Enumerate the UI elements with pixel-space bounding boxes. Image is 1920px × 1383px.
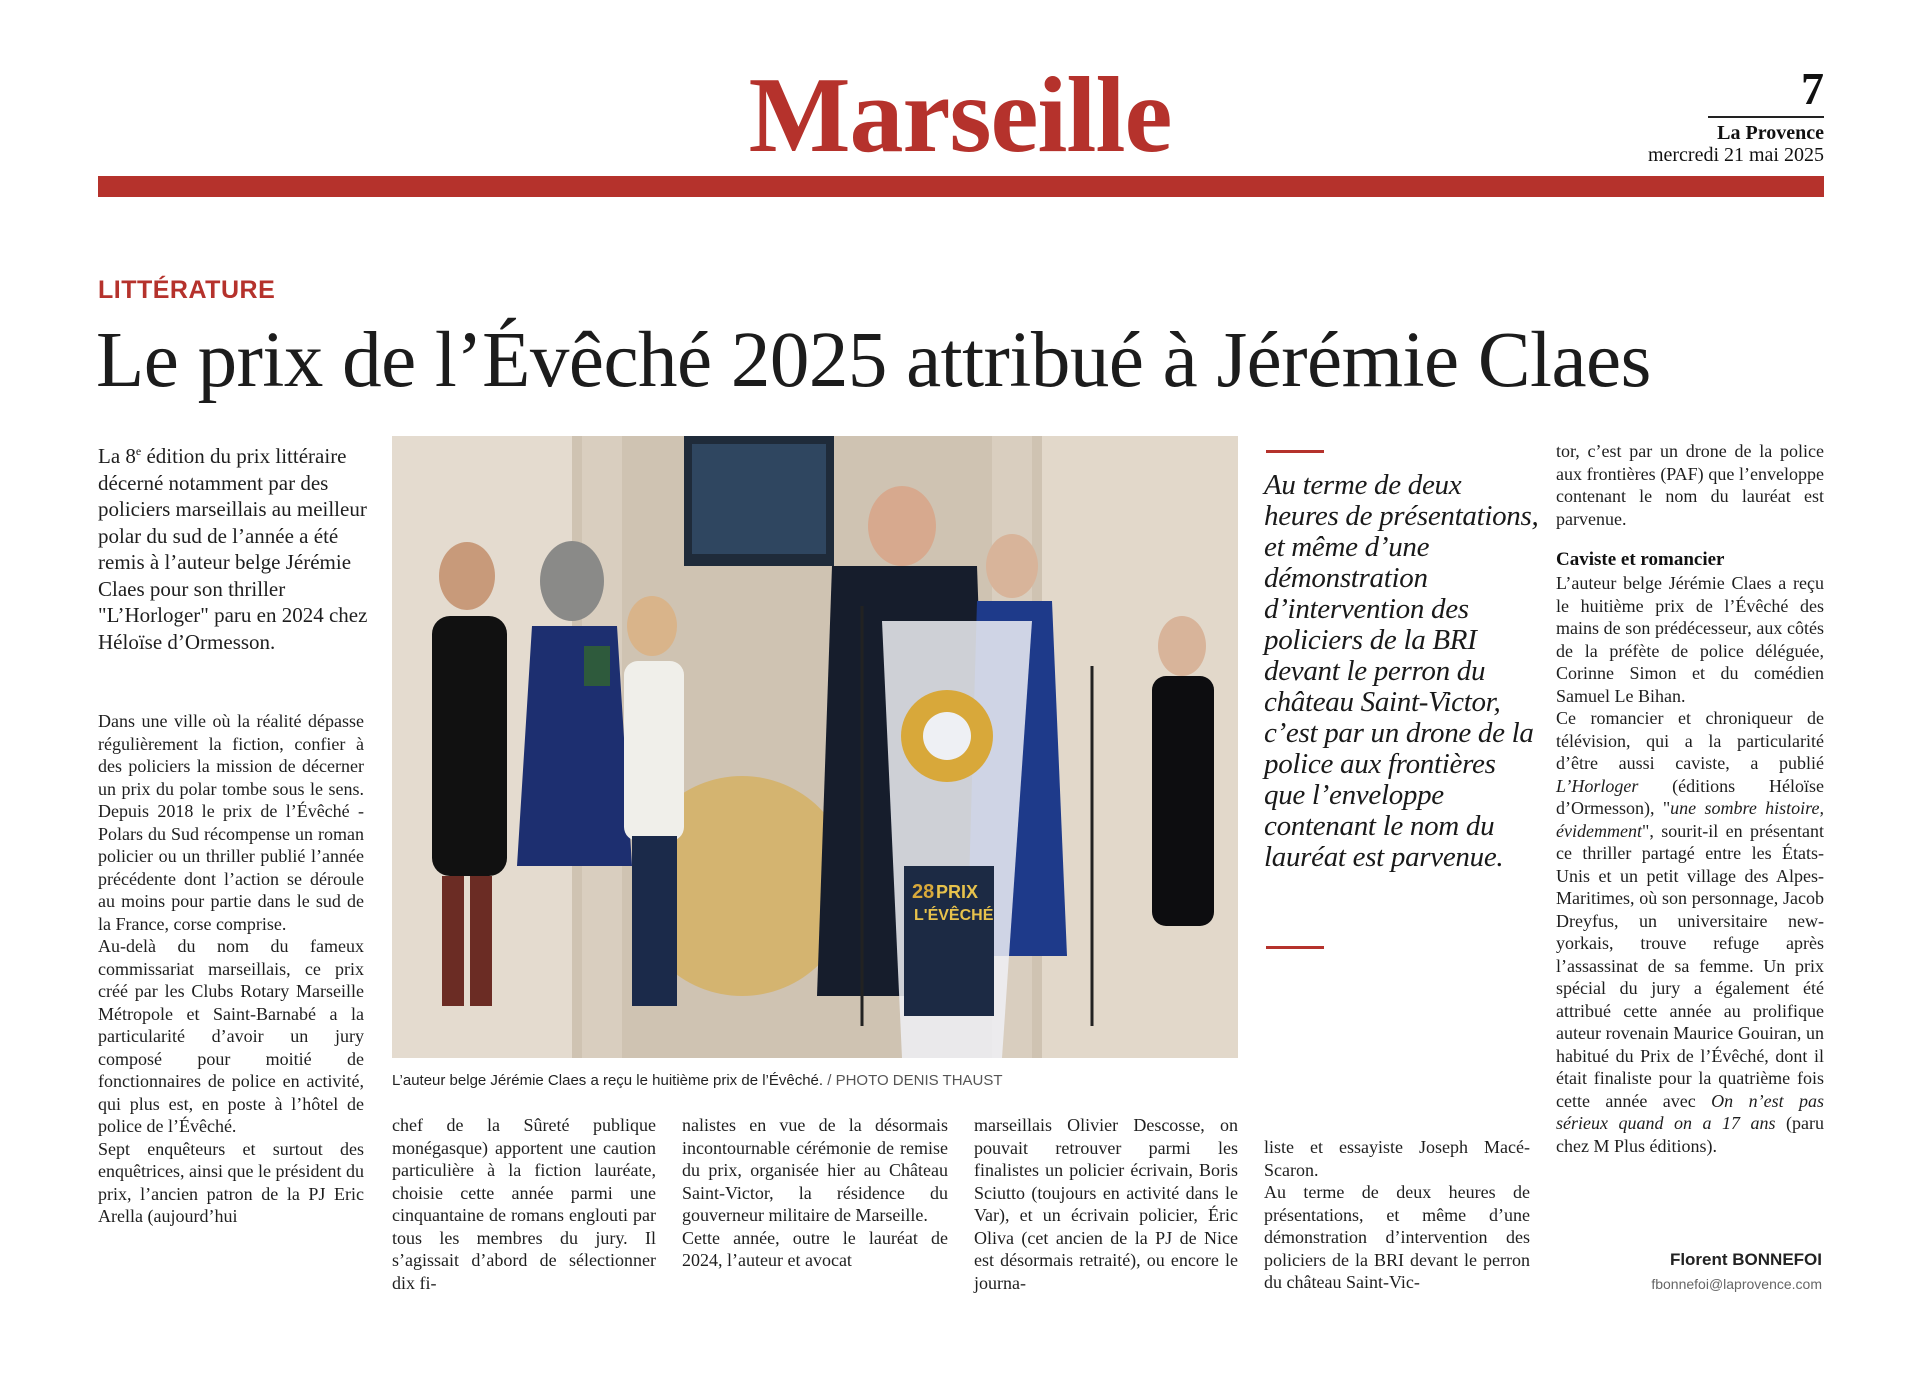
masthead-rule: [98, 176, 1824, 197]
article-byline: Florent BONNEFOI: [1669, 1250, 1822, 1269]
poster-text: L'ÉVÊCHÉ: [914, 907, 994, 924]
photo-caption: [392, 1072, 1238, 1089]
poster-text: PRIX: [936, 882, 979, 902]
article-lede: La 8e édition du prix littéraire décerné notamment par des policiers marseillais au meilleur polar du sud de l’année a été remis à l’auteur belge Jérémie Claes pour son thriller "L’Horloger" paru en 2024 chez Héloïse d’Ormesson.: [98, 444, 368, 654]
article-headline: Le prix de l’Évêché 2025 attribué à Jérémie Claes: [96, 317, 1651, 404]
article-column-3: [682, 1114, 948, 1272]
paragraph: L’auteur belge Jérémie Claes a reçu le huitième prix de l’Évêché des mains de son prédécesseur, aux côtés de la préfète de police déléguée, Corinne Simon et du comédien Samuel Le Bihan.: [1556, 573, 1824, 706]
author-email: fbonnefoi@laprovence.com: [1651, 1276, 1822, 1292]
pull-quote: Au terme de deux heures de présentations, et même d’une démonstration d’intervention des policiers de la BRI devant le perron du château Saint-Victor, c’est par un drone de la police aux frontières que l’enveloppe contenant le nom du lauréat est parvenue.: [1264, 469, 1539, 873]
article-column-5: [1264, 1136, 1530, 1294]
paragraph: Sept enquêteurs et surtout des enquêtrices, ainsi que le président du prix, l’ancien patron de la PJ Eric Arella (aujourd’hui: [98, 1138, 364, 1226]
paragraph: Ce romancier et chroniqueur de télévision, qui a la particularité d’être aussi caviste, a publié L’Horloger (éditions Héloïse d’Ormesson), "une sombre histoire, évidemment", sourit-il en présentant ce thriller partagé entre les États-Unis et un petit village des Alpes-Maritimes, où son personnage, Jacob Dreyfus, un universitaire new-yorkais, trouve refuge après l’assassinat de sa femme. Un prix spécial du jury a également été attribué cette année au prolifique auteur rovenain Maurice Gouiran, un habitué du Prix de l’Évêché, dont il était finaliste pour la quatrième fois cette année avec On n’est pas sérieux quand on a 17 ans (paru chez M Plus éditions).: [1556, 708, 1825, 1156]
poster-text: 28: [912, 881, 935, 903]
publication-name: La Provence: [1717, 122, 1824, 144]
ceremony-photo: [392, 436, 1238, 1058]
paragraph: Au-delà du nom du fameux commissariat marseillais, ce prix créé par les Clubs Rotary Marseille Métropole et Saint-Barnabé a la particularité d’avoir un jury composé pour moitié de fonctionnaires de police en activité, qui plus est, en poste à l’hôtel de police de l’Évêché.: [98, 936, 364, 1136]
pull-quote-rule-top: [1266, 450, 1324, 453]
page-number-rule: [1708, 116, 1824, 118]
article-column-6: [1556, 440, 1824, 1157]
article-column-2: [392, 1114, 656, 1294]
paragraph: marseillais Olivier Descosse, on pouvait retrouver parmi les finalistes un policier écrivain, Boris Sciutto (toujours en activité dans le Var), et un écrivain policier, Éric Oliva (cet ancien de la PJ de Nice est désormais retraité), ou encore le journa-: [974, 1115, 1238, 1293]
article-subhead: Caviste et romancier: [1556, 549, 1725, 570]
page-number: 7: [1801, 63, 1824, 114]
paragraph: Au terme de deux heures de présentations, et même d’une démonstration d’intervention des policiers de la BRI devant le perron du château Saint-Vic-: [1264, 1182, 1530, 1292]
publication-date: mercredi 21 mai 2025: [1647, 144, 1824, 166]
pull-quote-rule-bottom: [1266, 946, 1324, 949]
section-title: Marseille: [748, 56, 1172, 175]
paragraph: liste et essayiste Joseph Macé-Scaron.: [1264, 1137, 1530, 1180]
paragraph: nalistes en vue de la désormais incontournable cérémonie de remise du prix, organisée hier au Château Saint-Victor, la résidence du gouverneur militaire de Marseille.: [682, 1115, 948, 1225]
article-photo: [392, 436, 1238, 1058]
paragraph: Cette année, outre le lauréat de 2024, l’auteur et avocat: [682, 1227, 948, 1270]
article-column-1: [98, 710, 364, 1228]
paragraph: tor, c’est par un drone de la police aux frontières (PAF) que l’enveloppe contenant le nom du lauréat est parvenue.: [1556, 441, 1824, 529]
caption-text: L’auteur belge Jérémie Claes a reçu le huitième prix de l’Évêché.: [392, 1072, 824, 1089]
paragraph: chef de la Sûreté publique monégasque) apportent une caution particulière à la fiction lauréate, choisie cette année parmi une cinquantaine de romans englouti par tous les membres du jury. Il s’agissait d’abord de sélectionner dix fi-: [392, 1115, 656, 1293]
article-kicker: LITTÉRATURE: [98, 276, 276, 304]
paragraph: Dans une ville où la réalité dépasse régulièrement la fiction, confier à des policiers la mission de décerner un prix du polar tombe sous le sens. Depuis 2018 le prix de l’Évêché - Polars du Sud récompense un roman policier ou un thriller publié l’année précédente dont l’action se déroule au moins pour partie dans le sud de la France, corse comprise.: [98, 711, 364, 934]
photo-credit: / PHOTO DENIS THAUST: [823, 1072, 1003, 1089]
article-column-4: [974, 1114, 1238, 1294]
